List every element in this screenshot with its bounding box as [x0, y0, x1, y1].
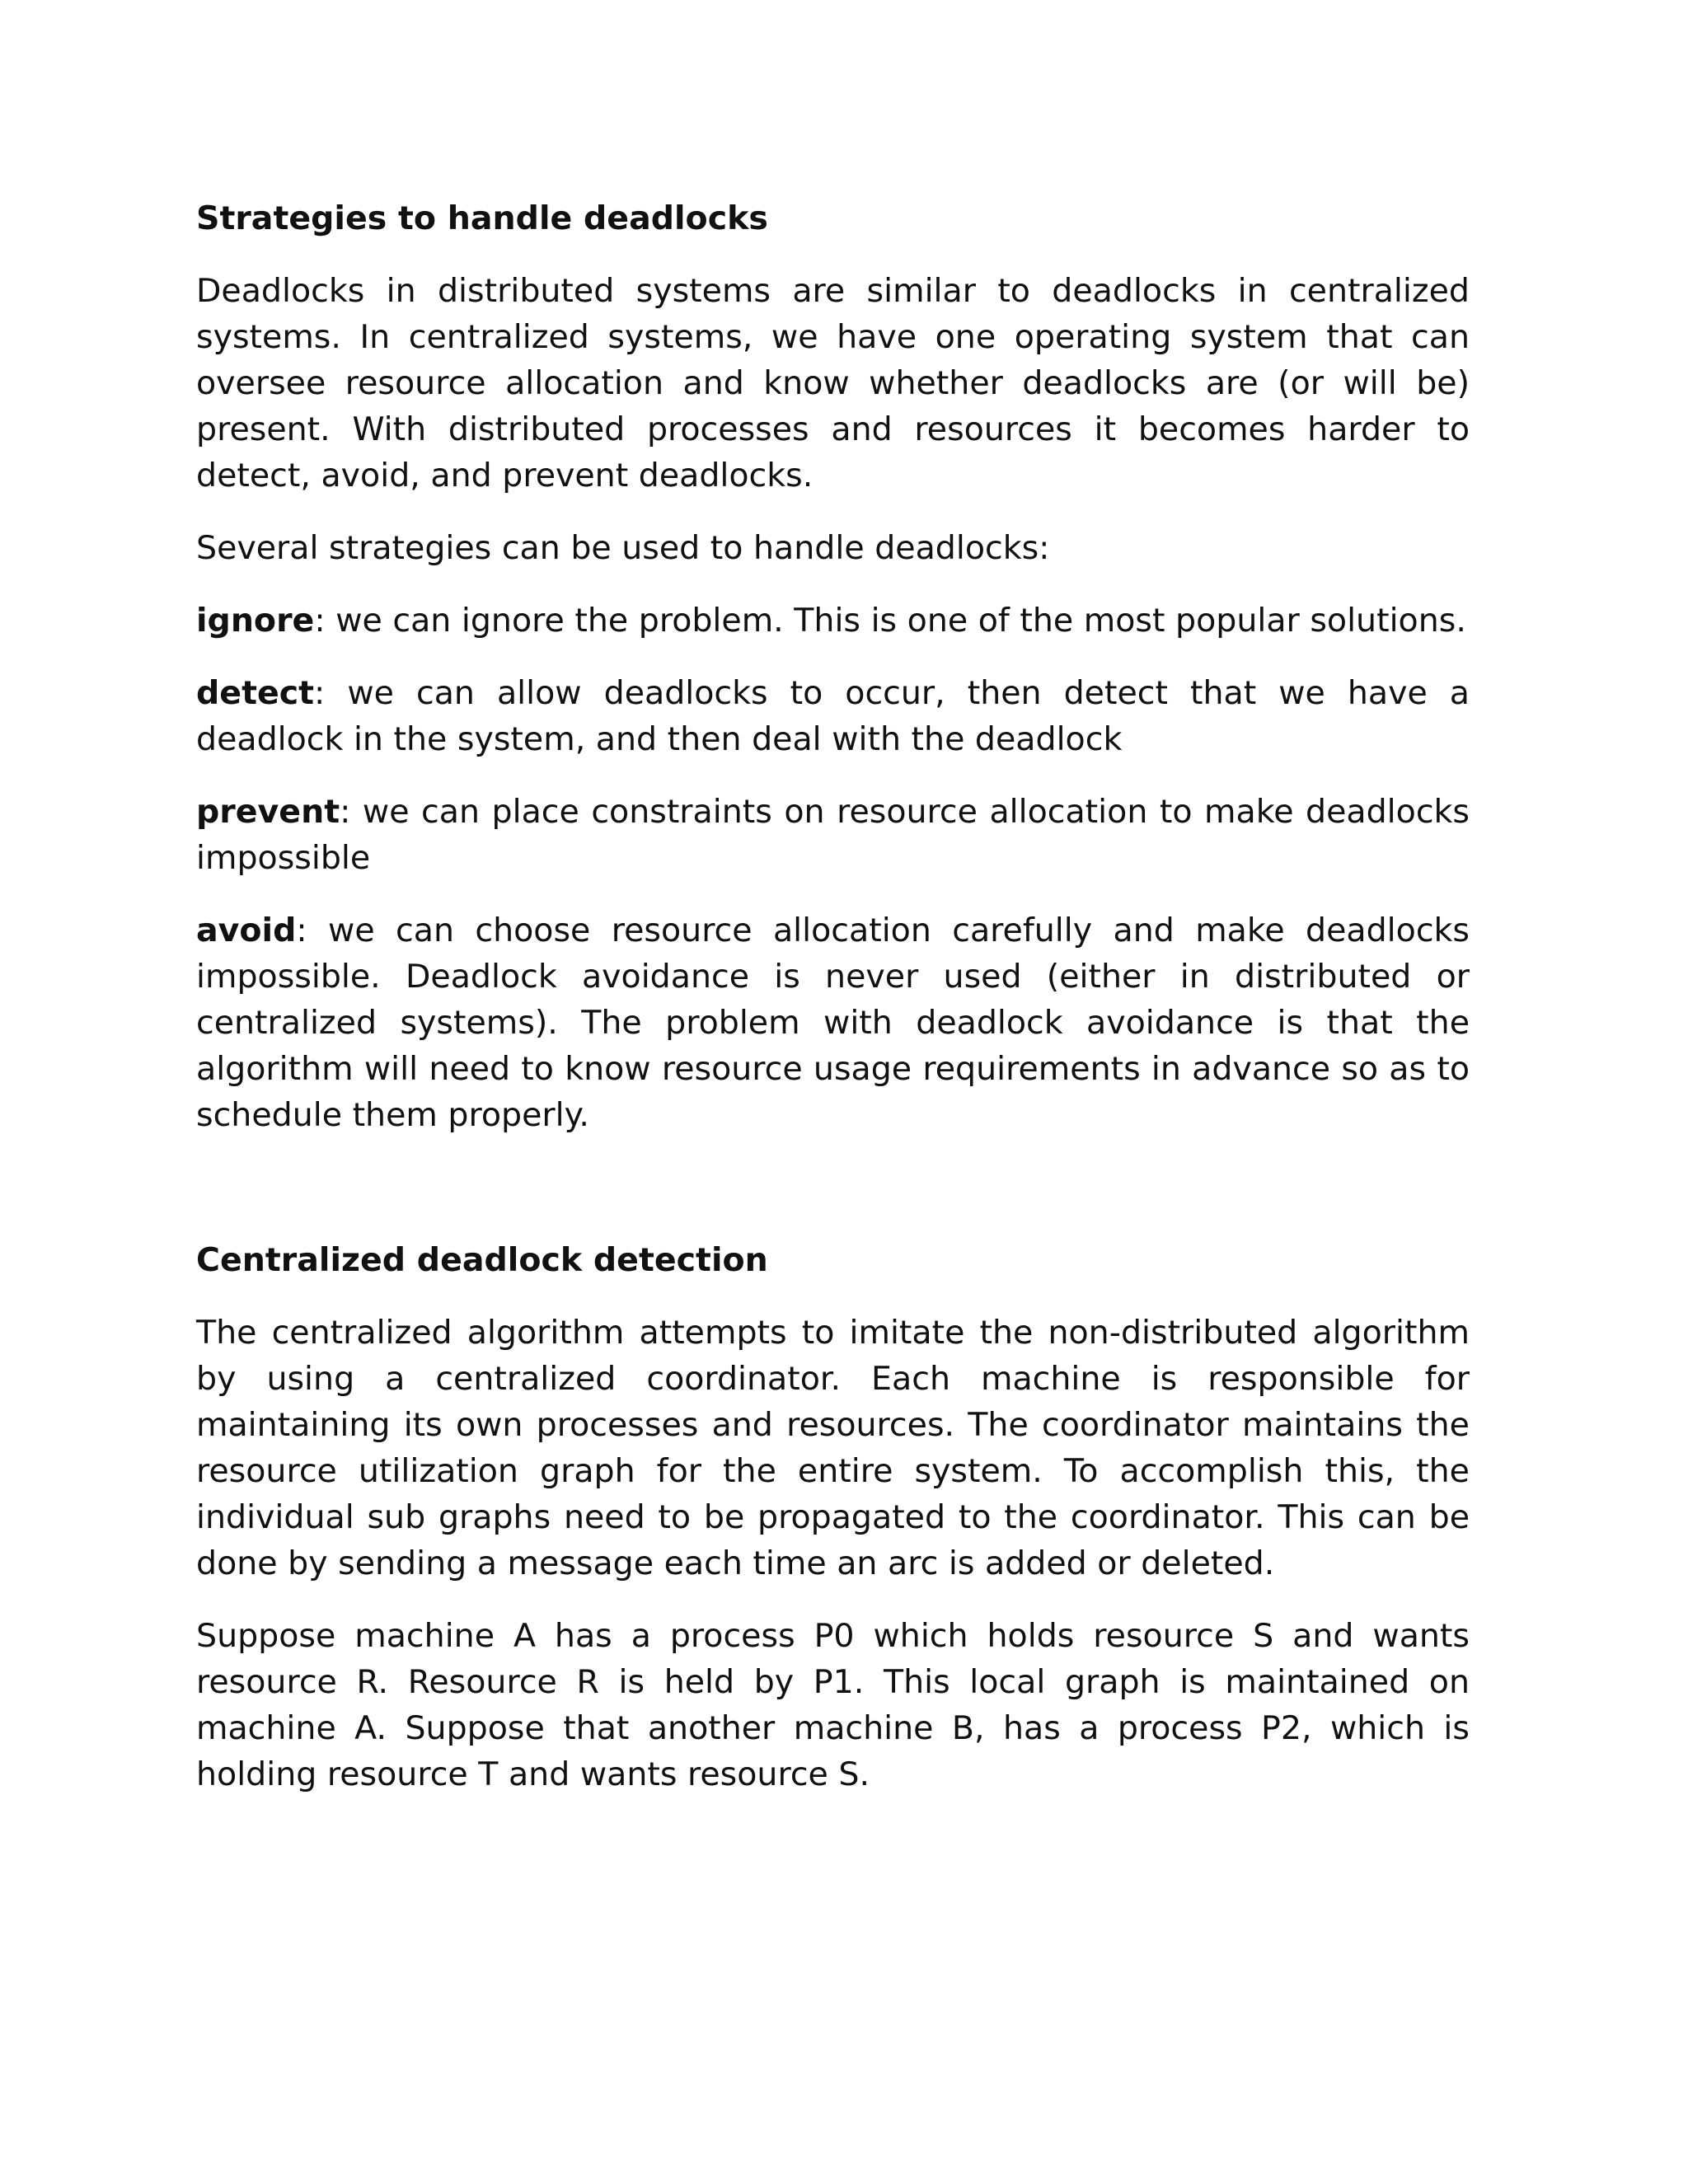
strategy-term: prevent: [196, 793, 340, 831]
paragraph-centralized-2: Suppose machine A has a process P0 which holds resource S and wants resource R. Resource R is held by P1. This local graph is maintained on machine A. Suppose that another machine B, has a process P2, which is holding resource T and wants resource S.: [196, 1617, 1470, 1793]
strategy-avoid: [196, 907, 1470, 1138]
strategy-text: : we can allow deadlocks to occur, then detect that we have a deadlock in the system, and then deal with the deadlock: [196, 674, 1470, 758]
strategy-prevent: [196, 789, 1470, 881]
paragraph-intro: Deadlocks in distributed systems are similar to deadlocks in centralized systems. In centralized systems, we have one operating system that can oversee resource allocation and know whether deadlocks are (or will be) present. With distributed processes and resources it becomes harder to detect, avoid, and prevent deadlocks.: [196, 272, 1470, 494]
paragraph-lead: Several strategies can be used to handle deadlocks:: [196, 529, 1050, 567]
section-heading-centralized: Centralized deadlock detection: [196, 1241, 768, 1279]
strategy-text: : we can choose resource allocation carefully and make deadlocks impossible. Deadlock avoidance is never used (either in distributed or centralized systems). The problem with deadlock avoidance is that the algorithm will need to know resource usage requirements in advance so as to schedule them properly.: [196, 912, 1470, 1134]
strategy-term: detect: [196, 674, 315, 712]
strategy-term: avoid: [196, 912, 297, 949]
paragraph-centralized-1: The centralized algorithm attempts to imitate the non-distributed algorithm by using a centralized coordinator. Each machine is responsible for maintaining its own processes and resources. The coordinator maintains the resource utilization graph for the entire system. To accomplish this, the individual sub graphs need to be propagated to the coordinator. This can be done by sending a message each time an arc is added or deleted.: [196, 1314, 1470, 1582]
strategy-term: ignore: [196, 602, 315, 640]
document-page: [196, 195, 1470, 1797]
strategy-text: : we can place constraints on resource allocation to make deadlocks impossible: [196, 793, 1470, 877]
strategy-text: : we can ignore the problem. This is one of the most popular solutions.: [314, 602, 1466, 640]
strategy-detect: [196, 670, 1470, 762]
strategy-ignore: [196, 598, 1470, 644]
section-heading-strategies: Strategies to handle deadlocks: [196, 199, 768, 237]
